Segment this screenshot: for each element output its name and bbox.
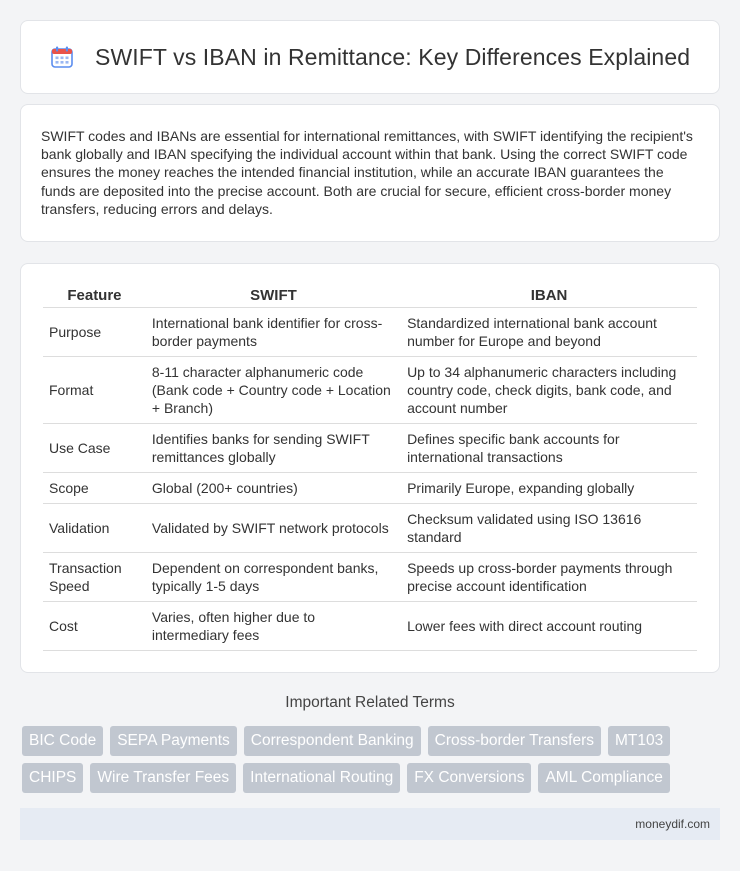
table-row <box>43 473 697 504</box>
summary-card <box>20 104 720 242</box>
tag-row <box>22 726 722 756</box>
header-iban: IBAN <box>401 284 697 308</box>
feature-cell: Scope <box>43 473 146 504</box>
tag-correspondent-banking[interactable]: Correspondent Banking <box>244 726 421 756</box>
table-row <box>43 602 697 651</box>
feature-cell: Validation <box>43 504 146 553</box>
feature-cell: Format <box>43 357 146 424</box>
summary-text: SWIFT codes and IBANs are essential for international remittances, with SWIFT identifying the recipient's bank globally and IBAN specifying the individual account within that bank. Using the correct SWIFT code ensures the money reaches the intended financial institution, while an accurate IBAN guarantees the funds are deposited into the precise account. Both are crucial for secure, efficient cross-border money transfers, reducing errors and delays. <box>41 128 693 217</box>
tag-aml-compliance[interactable]: AML Compliance <box>538 763 669 793</box>
related-terms-list <box>22 726 722 800</box>
iban-cell: Speeds up cross-border payments through precise account identification <box>401 553 697 602</box>
footer <box>20 808 720 840</box>
tag-wire-transfer-fees[interactable]: Wire Transfer Fees <box>90 763 236 793</box>
tag-cross-border-transfers[interactable]: Cross-border Transfers <box>428 726 601 756</box>
table-row <box>43 553 697 602</box>
tag-mt103[interactable]: MT103 <box>608 726 670 756</box>
swift-cell: International bank identifier for cross-border payments <box>146 308 401 357</box>
feature-cell: Purpose <box>43 308 146 357</box>
table-header-row <box>43 284 697 308</box>
comparison-table <box>43 284 697 651</box>
title-card <box>20 20 720 94</box>
header-swift: SWIFT <box>146 284 401 308</box>
tag-international-routing[interactable]: International Routing <box>243 763 400 793</box>
table-row <box>43 504 697 553</box>
comparison-table-card <box>20 263 720 673</box>
swift-cell: Dependent on correspondent banks, typically 1-5 days <box>146 553 401 602</box>
tag-chips[interactable]: CHIPS <box>22 763 83 793</box>
swift-cell: 8-11 character alphanumeric code (Bank code + Country code + Location + Branch) <box>146 357 401 424</box>
swift-cell: Validated by SWIFT network protocols <box>146 504 401 553</box>
iban-cell: Primarily Europe, expanding globally <box>401 473 697 504</box>
tag-bic-code[interactable]: BIC Code <box>22 726 103 756</box>
table-row <box>43 308 697 357</box>
iban-cell: Defines specific bank accounts for international transactions <box>401 424 697 473</box>
iban-cell: Standardized international bank account number for Europe and beyond <box>401 308 697 357</box>
tag-row <box>22 763 722 793</box>
related-terms-title: Important Related Terms <box>285 694 455 711</box>
feature-cell: Use Case <box>43 424 146 473</box>
page-title: SWIFT vs IBAN in Remittance: Key Differences Explained <box>95 43 691 70</box>
swift-cell: Global (200+ countries) <box>146 473 401 504</box>
feature-cell: Cost <box>43 602 146 651</box>
swift-cell: Varies, often higher due to intermediary fees <box>146 602 401 651</box>
table-row <box>43 424 697 473</box>
header-feature: Feature <box>43 284 146 308</box>
calendar-icon <box>49 44 75 70</box>
iban-cell: Lower fees with direct account routing <box>401 602 697 651</box>
iban-cell: Up to 34 alphanumeric characters including country code, check digits, bank code, and account number <box>401 357 697 424</box>
footer-site[interactable]: moneydif.com <box>635 817 710 831</box>
tag-fx-conversions[interactable]: FX Conversions <box>407 763 531 793</box>
iban-cell: Checksum validated using ISO 13616 standard <box>401 504 697 553</box>
feature-cell: Transaction Speed <box>43 553 146 602</box>
table-row <box>43 357 697 424</box>
tag-sepa-payments[interactable]: SEPA Payments <box>110 726 237 756</box>
swift-cell: Identifies banks for sending SWIFT remittances globally <box>146 424 401 473</box>
